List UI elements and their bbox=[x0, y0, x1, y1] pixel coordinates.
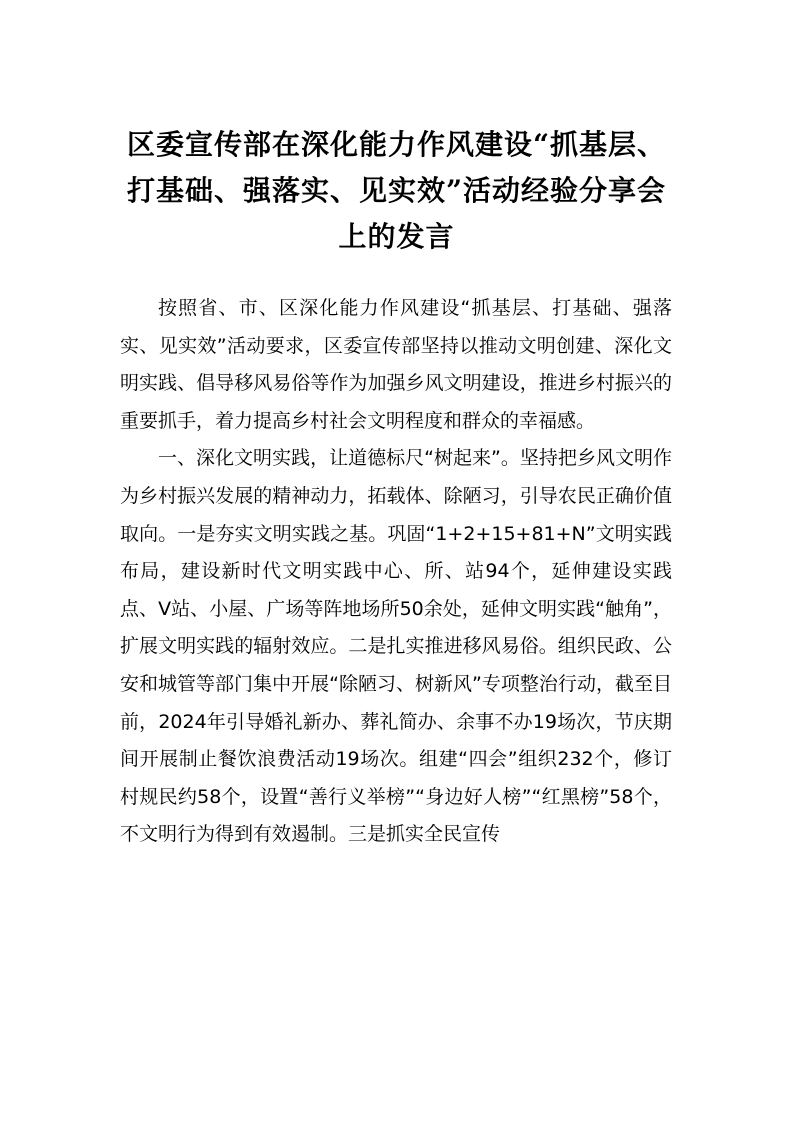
title-line-1: 区委宣传部在深化能力作风建设“抓基层、 bbox=[126, 128, 667, 161]
paragraph-intro: 按照省、市、区深化能力作风建设“抓基层、打基础、强落实、见实效”活动要求，区委宣传部坚持以推动文明创建、深化文明实践、倡导移风易俗等作为加强乡风文明建设，推进乡村振兴的重要抓手，着力提高乡村社会文明程度和群众的幸福感。 bbox=[120, 297, 672, 432]
title-line-3: 上的发言 bbox=[338, 220, 455, 253]
title-line-2: 打基础、强落实、见实效”活动经验分享会 bbox=[126, 174, 667, 207]
document-body bbox=[120, 290, 672, 854]
paragraph-section-1: 一、深化文明实践，让道德标尺“树起来”。坚持把乡风文明作为乡村振兴发展的精神动力，拓载体、除陋习，引导农民正确价值取向。一是夯实文明实践之基。巩固“1+2+15+81+N”文明实践布局，建设新时代文明实践中心、所、站94个，延伸建设实践点、V站、小屋、广场等阵地场所50余处，延伸文明实践“触角”，扩展文明实践的辐射效应。二是扎实推进移风易俗。组织民政、公安和城管等部门集中开展“除陋习、树新风”专项整治行动，截至目前，2024年引导婚礼新办、葬礼简办、余事不办19场次，节庆期间开展制止餐饮浪费活动19场次。组建“四会”组织232个，修订村规民约58个，设置“善行义举榜”“身边好人榜”“红黑榜”58个，不文明行为得到有效遏制。三是抓实全民宣传 bbox=[120, 447, 672, 846]
document-title bbox=[110, 122, 683, 260]
